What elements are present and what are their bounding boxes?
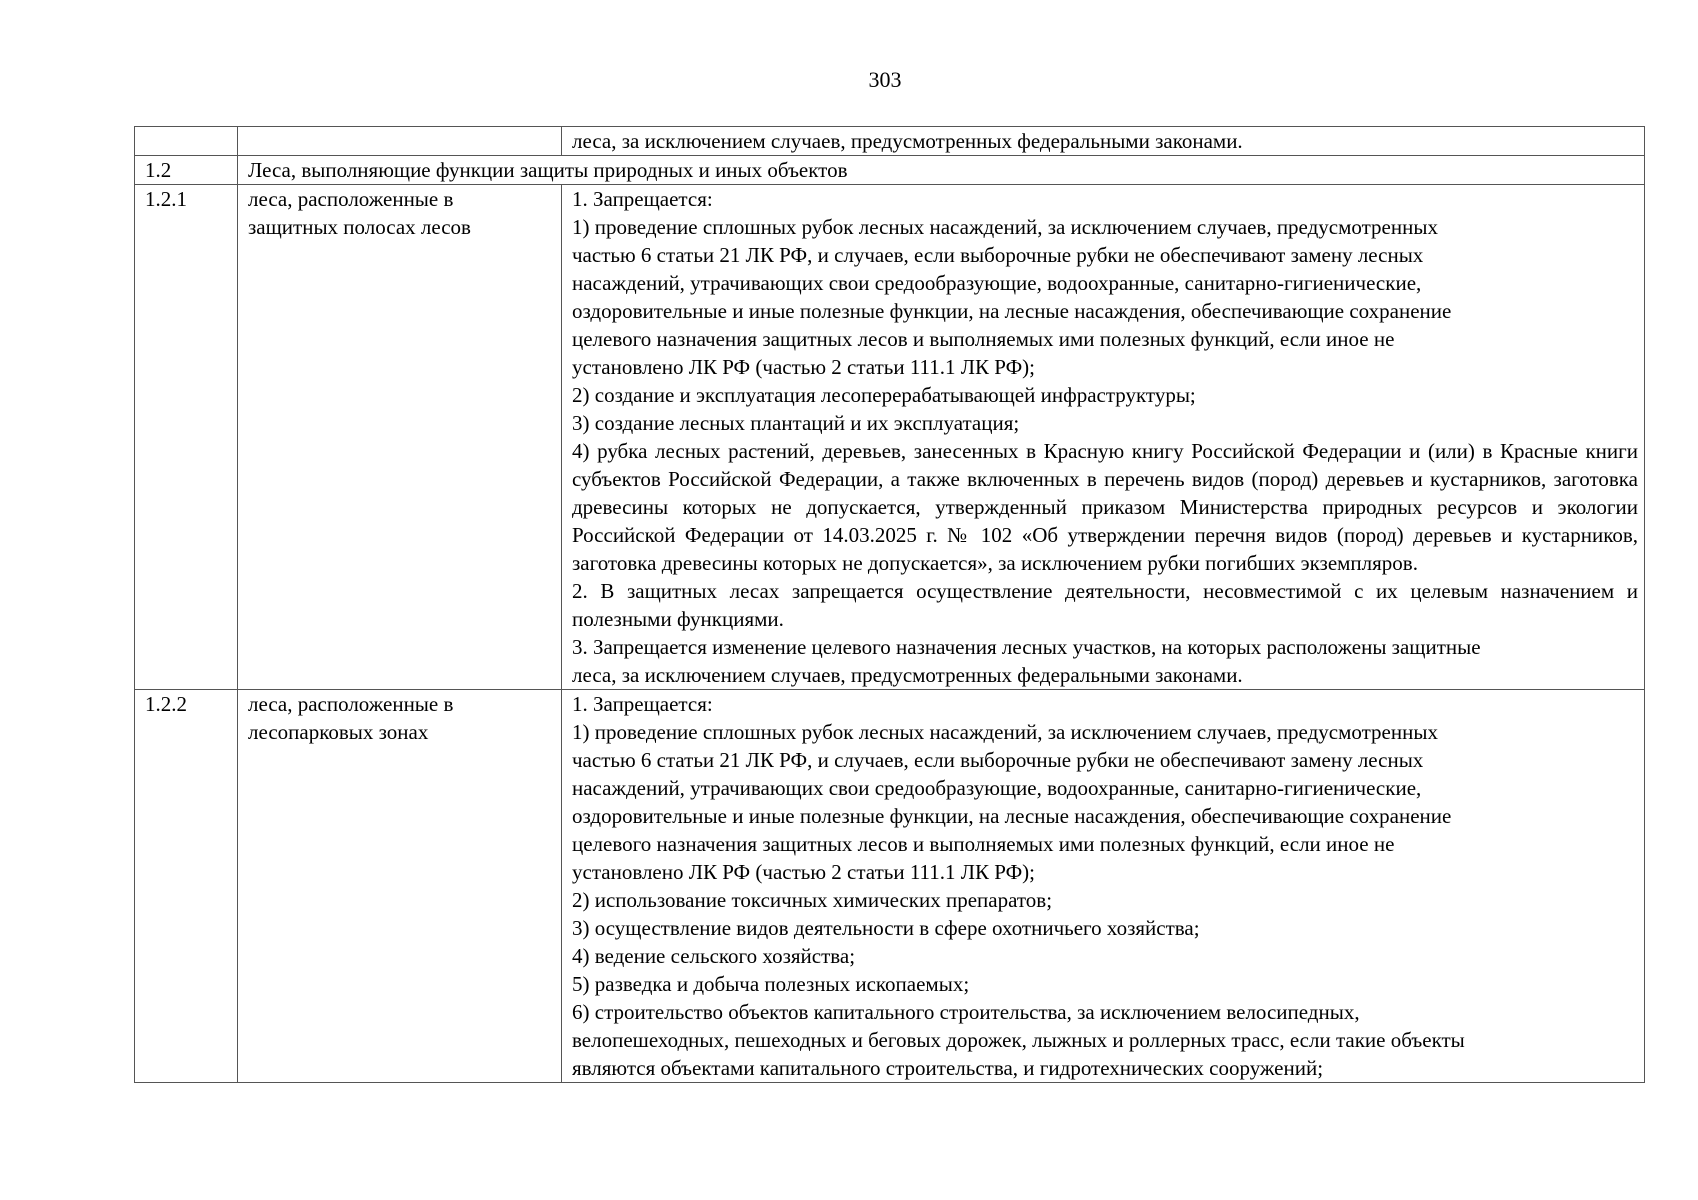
restrictions-cell	[562, 185, 1645, 690]
forest-type-line: лесопарковых зонах	[248, 720, 429, 744]
restriction-line: 1. Запрещается:	[572, 692, 713, 716]
table-row-1-2-2	[135, 690, 1645, 1083]
restriction-line: 3) создание лесных плантаций и их эксплуатация;	[572, 411, 1020, 435]
table-row-continuation	[135, 127, 1645, 156]
table-row-section-1-2	[135, 156, 1645, 185]
restriction-line: 1) проведение сплошных рубок лесных насаждений, за исключением случаев, предусмотренных	[572, 720, 1438, 744]
forest-type-cell	[238, 690, 562, 1083]
restriction-line: целевого назначения защитных лесов и выполняемых ими полезных функций, если иное не	[572, 327, 1395, 351]
restriction-line: оздоровительные и иные полезные функции, на лесные насаждения, обеспечивающие сохранение	[572, 804, 1452, 828]
restriction-line: велопешеходных, пешеходных и беговых дорожек, лыжных и роллерных трасс, если такие объекты	[572, 1028, 1465, 1052]
cell-restrictions: леса, за исключением случаев, предусмотренных федеральными законами.	[562, 127, 1645, 156]
restriction-line: 3) осуществление видов деятельности в сфере охотничьего хозяйства;	[572, 916, 1200, 940]
restriction-line: 5) разведка и добыча полезных ископаемых;	[572, 972, 970, 996]
restriction-line: 6) строительство объектов капитального строительства, за исключением велосипедных,	[572, 1000, 1360, 1024]
restriction-line: целевого назначения защитных лесов и выполняемых ими полезных функций, если иное не	[572, 832, 1395, 856]
forest-type-line: защитных полосах лесов	[248, 215, 471, 239]
section-number: 1.2	[135, 156, 238, 185]
restrictions-cell	[562, 690, 1645, 1083]
forest-type-cell	[238, 185, 562, 690]
restriction-line: установлено ЛК РФ (частью 2 статьи 111.1 ЛК РФ);	[572, 355, 1035, 379]
restriction-paragraph-4: 4) рубка лесных растений, деревьев, занесенных в Красную книгу Российской Федерации и (или) в Красные книги субъектов Российской Федерации, а также включенных в перечень видов (пород) деревьев и кустарников, заготовка древесины которых не допускается, утвержденный приказом Министерства природных ресурсов и экологии Российской Федерации от 14.03.2025 г. № 102 «Об утверждении перечня видов (пород) деревьев и кустарников, заготовка древесины которых не допускается», за исключением рубки погибших экземпляров.	[572, 439, 1638, 575]
restriction-line: 1) проведение сплошных рубок лесных насаждений, за исключением случаев, предусмотренных	[572, 215, 1438, 239]
restriction-paragraph-2: 2. В защитных лесах запрещается осуществление деятельности, несовместимой с их целевым назначением и полезными функциями.	[572, 579, 1638, 631]
restriction-line: леса, за исключением случаев, предусмотренных федеральными законами.	[572, 663, 1243, 687]
restriction-line: 2) создание и эксплуатация лесоперерабатывающей инфраструктуры;	[572, 383, 1196, 407]
cell-forest-type	[238, 127, 562, 156]
restriction-line: 4) ведение сельского хозяйства;	[572, 944, 856, 968]
restriction-line: 2) использование токсичных химических препаратов;	[572, 888, 1053, 912]
restriction-line: насаждений, утрачивающих свои средообразующие, водоохранные, санитарно-гигиенические,	[572, 776, 1422, 800]
restriction-line: 1. Запрещается:	[572, 187, 713, 211]
forest-type-line: леса, расположенные в	[248, 187, 454, 211]
forest-type-line: леса, расположенные в	[248, 692, 454, 716]
page-number: 303	[868, 67, 902, 92]
table-row-1-2-1	[135, 185, 1645, 690]
section-title: Леса, выполняющие функции защиты природных и иных объектов	[238, 156, 1645, 185]
restrictions-table	[134, 126, 1645, 1083]
row-number: 1.2.2	[135, 690, 238, 1083]
restriction-line: 3. Запрещается изменение целевого назначения лесных участков, на которых расположены защитные	[572, 635, 1481, 659]
restriction-line: частью 6 статьи 21 ЛК РФ, и случаев, если выборочные рубки не обеспечивают замену лесных	[572, 748, 1424, 772]
restriction-line: частью 6 статьи 21 ЛК РФ, и случаев, если выборочные рубки не обеспечивают замену лесных	[572, 243, 1424, 267]
cell-number	[135, 127, 238, 156]
restriction-line: оздоровительные и иные полезные функции, на лесные насаждения, обеспечивающие сохранение	[572, 299, 1452, 323]
restriction-line: являются объектами капитального строительства, и гидротехнических сооружений;	[572, 1056, 1324, 1080]
restriction-line: установлено ЛК РФ (частью 2 статьи 111.1 ЛК РФ);	[572, 860, 1035, 884]
row-number: 1.2.1	[135, 185, 238, 690]
restriction-line: насаждений, утрачивающих свои средообразующие, водоохранные, санитарно-гигиенические,	[572, 271, 1422, 295]
